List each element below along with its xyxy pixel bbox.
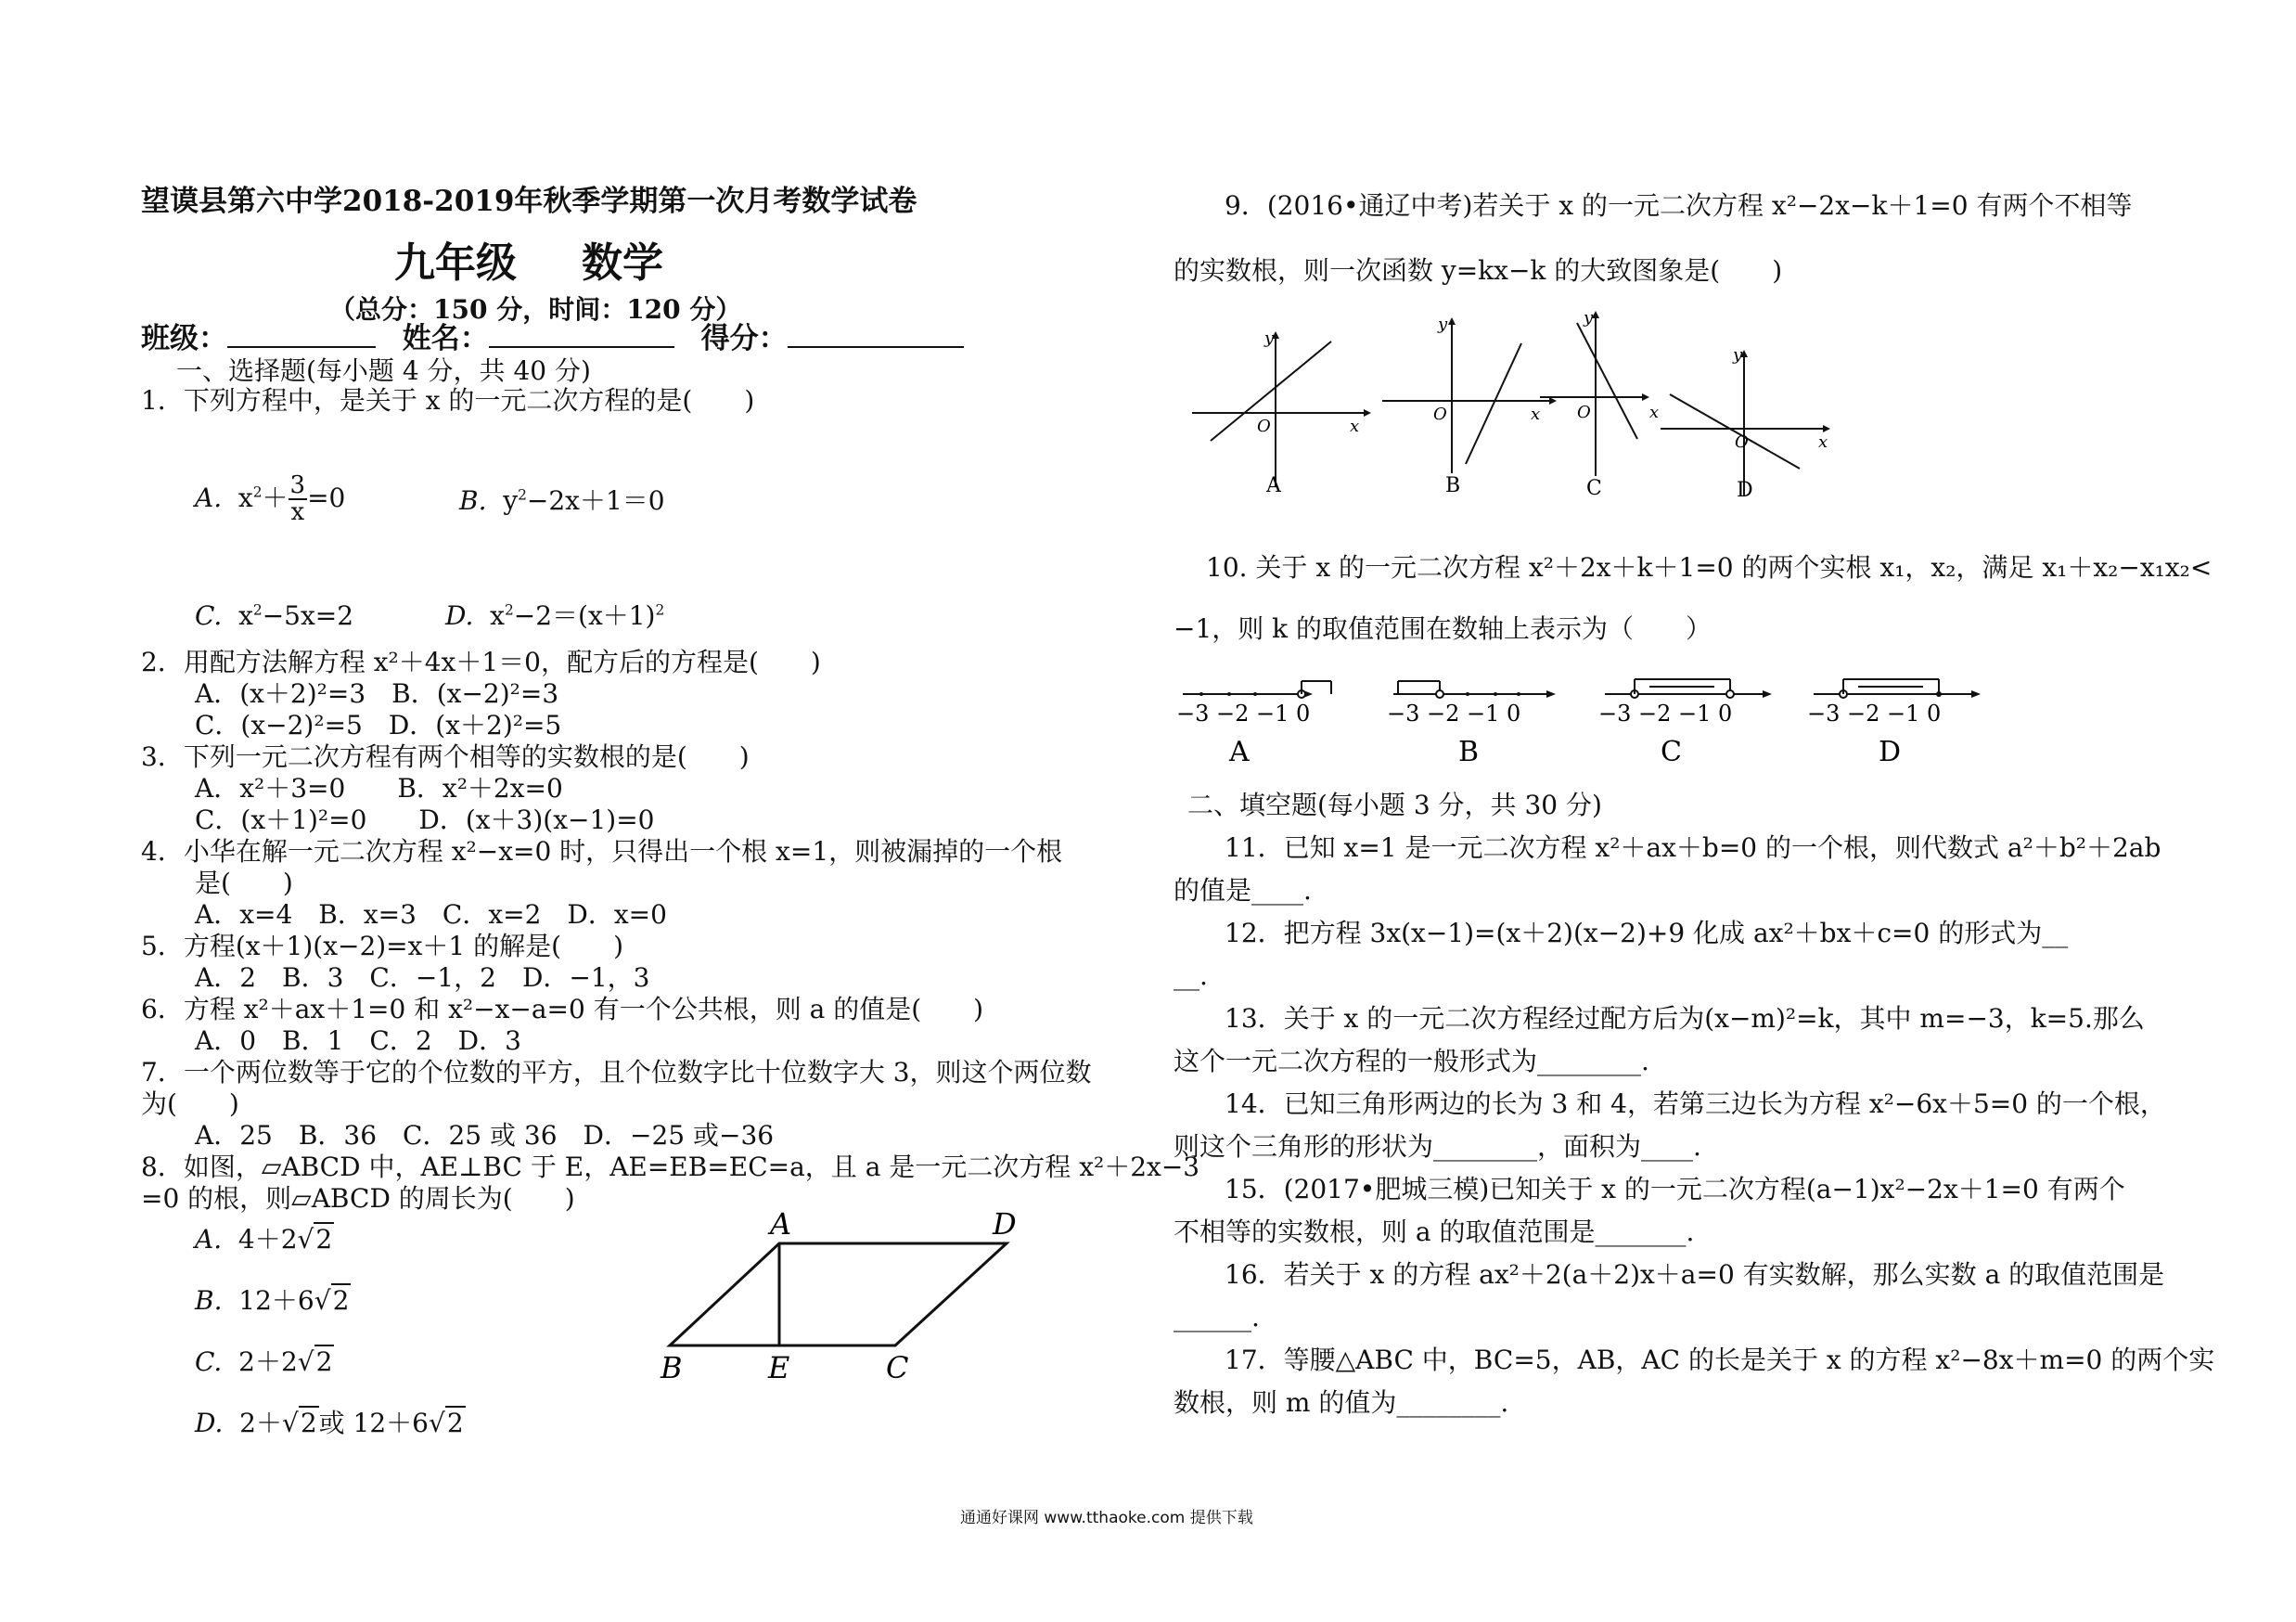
name-label: 姓名： [402, 322, 489, 355]
q7-stem2: 为( ) [141, 1088, 239, 1119]
q6-row1: A．0 B．1 C．2 D．3 [195, 1025, 521, 1056]
q1-option-b: B. $y^2-2x+1=0$ [459, 485, 665, 516]
q13-line1: 13．关于 x 的一元二次方程经过配方后为(x−m)²=k，其中 m=−3，k=5.那么 [1225, 1003, 2145, 1034]
label-b: B [661, 1350, 683, 1385]
q4-stem: 4．小华在解一元二次方程 x²−x=0 时，只得出一个根 x=1，则被漏掉的一个根 [141, 836, 1063, 867]
svg-text:x: x [1649, 403, 1660, 422]
svg-text:O: O [1433, 405, 1447, 424]
grade-subject [394, 239, 663, 287]
q15-line2: 不相等的实数根，则 a 的取值范围是_______. [1174, 1216, 1695, 1247]
q3-row1: A．x²＋3=0 B．x²＋2x=0 [195, 773, 563, 804]
q8-option-a: A. 4＋2√2 [195, 1224, 333, 1255]
svg-text:−3 −2 −1 0: −3 −2 −1 0 [1387, 701, 1521, 727]
class-blank[interactable] [227, 345, 376, 348]
q13-line2: 这个一元二次方程的一般形式为________. [1174, 1046, 1649, 1076]
svg-text:B: B [1458, 736, 1480, 768]
q1-option-a: A. $x^2+$ $\frac{3}{x}$ =0 [195, 471, 346, 527]
q10-numberline-b [1384, 668, 1560, 770]
parallelogram-shape [670, 1243, 1007, 1345]
score-blank[interactable] [788, 345, 964, 348]
q14-line2: 则这个三角形的形状为________，面积为____. [1174, 1131, 1701, 1162]
q8-stem2: =0 的根，则▱ABCD 的周长为( ) [141, 1183, 575, 1214]
q10-numberline-d [1804, 668, 1981, 770]
q5-row1: A．2 B．3 C．−1，2 D．−1，3 [195, 962, 650, 993]
q8-stem: 8．如图，▱ABCD 中，AE⊥BC 于 E，AE=EB=EC=a，且 a 是一元二次方程 x²＋2x−3 [141, 1152, 1200, 1182]
svg-text:C: C [1586, 477, 1602, 500]
q16-line1: 16．若关于 x 的方程 ax²＋2(a＋2)x＋a=0 有实数解，那么实数 a 的取值范围是 [1225, 1259, 2165, 1290]
q12-line2: __. [1174, 960, 1208, 991]
q2-row1: A．(x＋2)²=3 B．(x−2)²=3 [195, 678, 559, 709]
q9-graph-d [1661, 343, 1846, 501]
q15-line1: 15．(2017•肥城三模)已知关于 x 的一元二次方程(a−1)x²−2x＋1=0 有两个 [1225, 1174, 2125, 1204]
q8-option-c: C. 2＋2√2 [195, 1346, 333, 1377]
score-time: （总分：150 分，时间：120 分） [329, 294, 742, 325]
q1-option-c: C. $x^2-5x=2$ [195, 600, 354, 631]
q17-line2: 数根，则 m 的值为________. [1174, 1387, 1509, 1418]
svg-text:D: D [1737, 479, 1753, 502]
label-d: D [993, 1206, 1017, 1242]
svg-text:B: B [1445, 474, 1461, 497]
label-e: E [768, 1350, 790, 1385]
q2-row2: C．(x−2)²=5 D．(x＋2)²=5 [195, 710, 562, 740]
q3-stem: 3．下列一元二次方程有两个相等的实数根的是( ) [141, 741, 750, 772]
svg-text:x: x [1818, 432, 1828, 452]
q7-row1: A．25 B．36 C．25 或 36 D．−25 或−36 [195, 1120, 775, 1151]
svg-text:x: x [1531, 405, 1541, 424]
label-c: C [886, 1350, 909, 1385]
q4-stem2: 是( ) [195, 868, 293, 898]
q10-stem2: −1，则 k 的取值范围在数轴上表示为（ ） [1174, 613, 1712, 644]
q4-row1: A．x=4 B．x=3 C．x=2 D．x=0 [195, 899, 667, 930]
q5-stem: 5．方程(x＋1)(x−2)=x＋1 的解是( ) [141, 931, 623, 961]
q3-row2: C．(x＋1)²=0 D．(x＋3)(x−1)=0 [195, 805, 655, 835]
q7-stem: 7．一个两位数等于它的个位数的平方，且个位数字比十位数字大 3，则这个两位数 [141, 1057, 1092, 1088]
name-blank[interactable] [489, 345, 674, 348]
footer-credit: 通通好课网 www.tthaoke.com 提供下载 [960, 1509, 1253, 1527]
svg-text:y: y [1584, 308, 1594, 328]
q10-numberline-a [1174, 668, 1331, 770]
q2-stem: 2．用配方法解方程 x²＋4x＋1＝0，配方后的方程是( ) [141, 647, 821, 677]
q8-option-b: B. 12＋6√2 [195, 1285, 350, 1316]
exam-title: 望谟县第六中学2018-2019年秋季学期第一次月考数学试卷 [141, 185, 917, 218]
q9-graph-a [1192, 315, 1378, 501]
class-label: 班级： [141, 322, 227, 355]
q11-line2: 的值是____. [1174, 875, 1312, 906]
section1-title: 一、选择题(每小题 4 分，共 40 分) [176, 355, 591, 386]
q14-line1: 14．已知三角形两边的长为 3 和 4，若第三边长为方程 x²−6x＋5=0 的一个根， [1225, 1088, 2166, 1119]
svg-text:−3 −2 −1 0: −3 −2 −1 0 [1176, 701, 1311, 727]
q1-stem: 1．下列方程中，是关于 x 的一元二次方程的是( ) [141, 385, 755, 416]
svg-text:A: A [1266, 474, 1281, 497]
q12-line1: 12．把方程 3x(x−1)=(x＋2)(x−2)+9 化成 ax²＋bx＋c=0 的形式为__ [1225, 918, 2069, 948]
svg-text:O: O [1735, 432, 1749, 452]
svg-text:A: A [1229, 736, 1250, 768]
svg-text:y: y [1733, 345, 1743, 365]
q10-stem: 10. 关于 x 的一元二次方程 x²＋2x＋k＋1=0 的两个实根 x₁，x₂，满足 x₁＋x₂−x₁x₂< [1206, 552, 2213, 583]
svg-text:−3 −2 −1 0: −3 −2 −1 0 [1598, 701, 1733, 727]
parallelogram-figure [649, 1206, 1039, 1401]
q6-stem: 6．方程 x²＋ax＋1=0 和 x²−x−a=0 有一个公共根，则 a 的值是( ) [141, 994, 984, 1024]
student-info-row [141, 322, 964, 355]
q11-line1: 11．已知 x=1 是一元二次方程 x²＋ax＋b=0 的一个根，则代数式 a²＋b²＋2ab [1225, 832, 2161, 863]
q1-option-d: D. $x^2-2=(x+1)^2$ [445, 600, 665, 631]
svg-text:O: O [1257, 417, 1271, 436]
svg-text:C: C [1661, 736, 1682, 768]
score-label: 得分： [700, 322, 788, 355]
svg-text:y: y [1264, 328, 1275, 348]
q17-line1: 17．等腰△ABC 中，BC=5，AB，AC 的长是关于 x 的方程 x²−8x＋m=0 的两个实 [1225, 1345, 2215, 1375]
svg-text:x: x [1350, 417, 1360, 436]
q10-numberline-c [1596, 668, 1772, 770]
svg-text:D: D [1879, 736, 1902, 768]
q16-line2: ______. [1174, 1302, 1260, 1332]
subject-label: 数学 [582, 239, 663, 287]
q9-stem: 9．(2016•通辽中考)若关于 x 的一元二次方程 x²−2x−k＋1=0 有两个不相等 [1225, 190, 2133, 221]
q8-option-d: D. 2＋√2或 12＋6√2 [195, 1408, 464, 1438]
grade-label: 九年级 [394, 239, 517, 287]
svg-text:−3 −2 −1 0: −3 −2 −1 0 [1807, 701, 1942, 727]
svg-text:O: O [1577, 403, 1591, 422]
section2-title: 二、填空题(每小题 3 分，共 30 分) [1187, 790, 1602, 820]
q9-stem2: 的实数根，则一次函数 y=kx−k 的大致图象是( ) [1174, 255, 1783, 286]
svg-text:y: y [1438, 315, 1448, 334]
label-a: A [770, 1206, 792, 1242]
